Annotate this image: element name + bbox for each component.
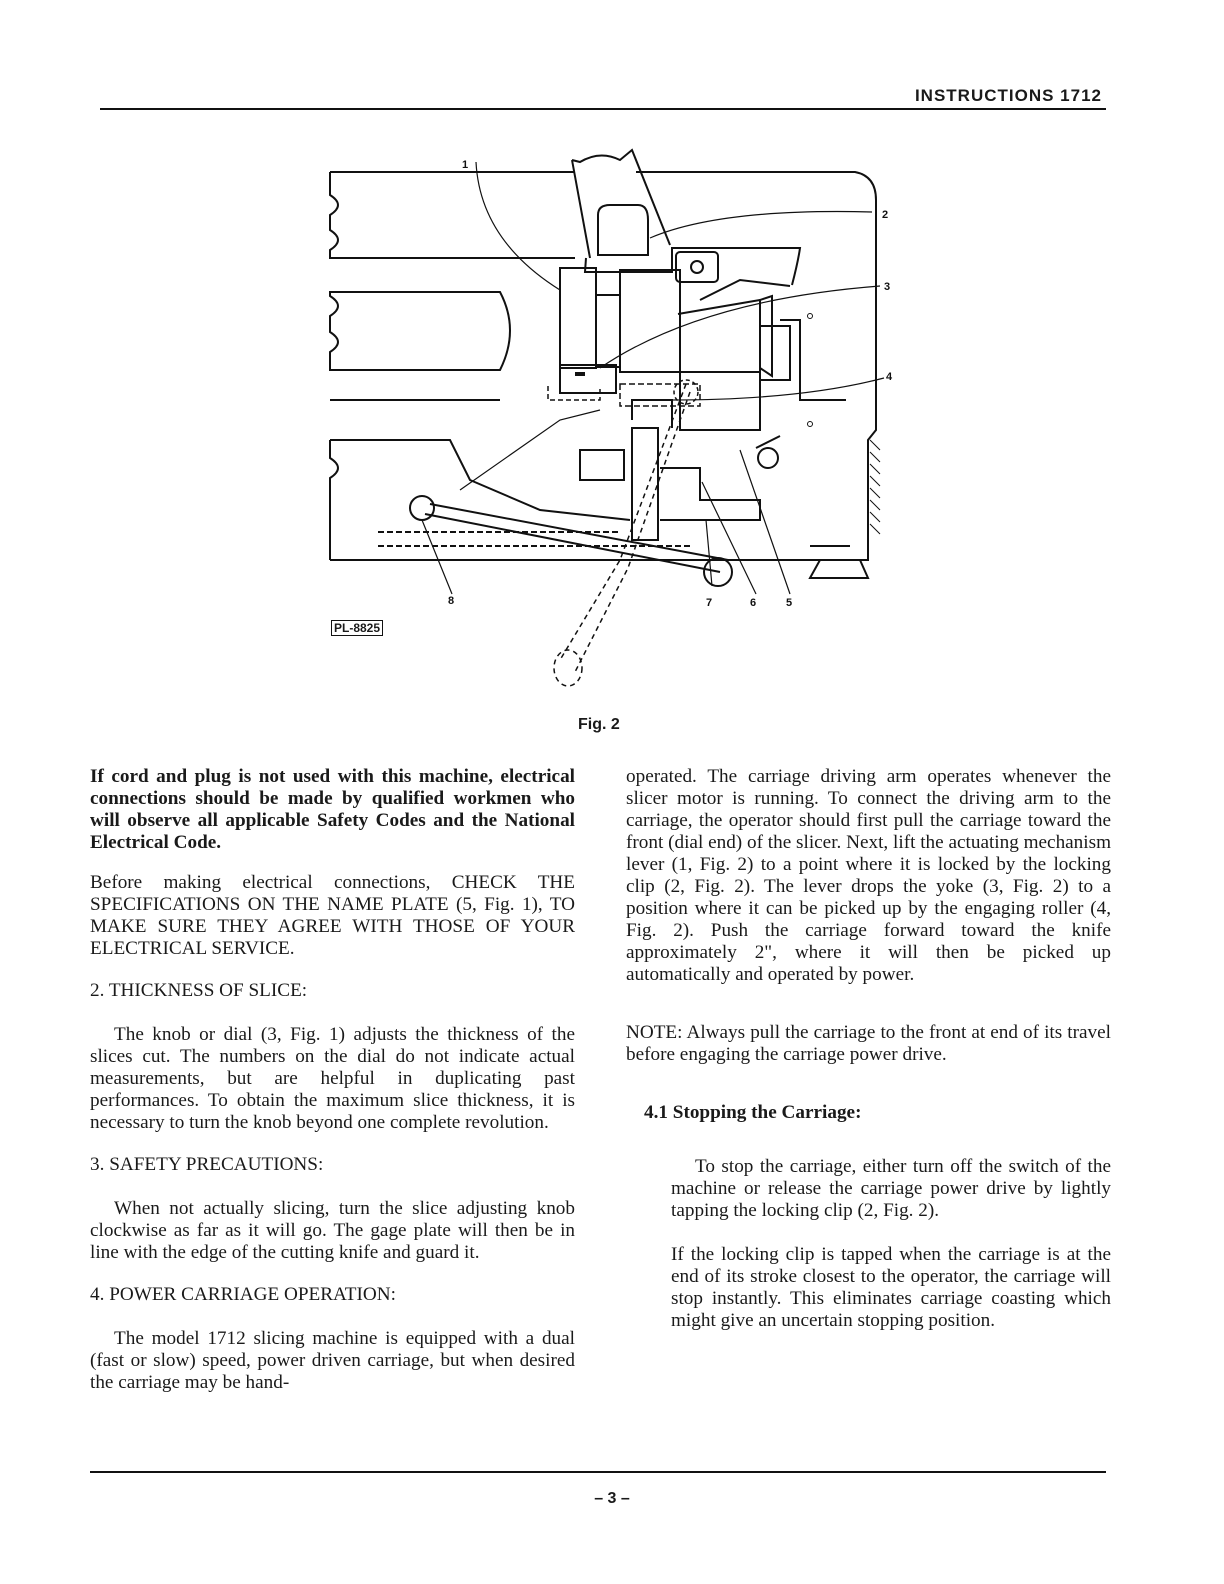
note-paragraph: NOTE: Always pull the carriage to the front at end of its travel before engaging the carriage power drive.	[626, 1022, 1111, 1065]
carriage-left-slab-1	[330, 292, 510, 370]
callout-3: 3	[884, 281, 891, 293]
callout-8: 8	[448, 595, 455, 607]
figure-diagram	[0, 140, 1224, 720]
stopping-paragraph: To stop the carriage, either turn off the switch of the machine or release the carriage power drive by lightly tapping the locking clip (2, Fig. 2).	[671, 1156, 1111, 1221]
leader-5	[740, 450, 790, 594]
right-column	[626, 766, 1111, 1332]
callout-7: 7	[706, 597, 713, 609]
section-heading-power-carriage: 4. POWER CARRIAGE OPERATION:	[90, 1284, 396, 1305]
leader-2	[650, 212, 872, 238]
section-heading-safety: 3. SAFETY PRECAUTIONS:	[90, 1154, 324, 1175]
leader-7	[706, 520, 712, 586]
locking-clip-paragraph: If the locking clip is tapped when the carriage is at the end of its stroke closest to the operator, the carriage will stop instantly. This eliminates carriage coasting which might give an uncertain stopping position.	[671, 1244, 1111, 1331]
figure-code: PL-8825	[331, 620, 383, 636]
leader-6	[702, 482, 756, 594]
figure-caption: Fig. 2	[578, 716, 620, 733]
side-housing	[620, 270, 772, 430]
page-number: – 3 –	[594, 1490, 630, 1507]
foot	[810, 560, 868, 578]
callout-2: 2	[882, 209, 889, 221]
lever-block	[598, 205, 648, 255]
leader-1	[476, 162, 560, 290]
safety-paragraph: When not actually slicing, turn the slice adjusting knob clockwise as far as it will go. The gage plate will then be in line with the edge of the cutting knife and guard it.	[90, 1198, 575, 1263]
callout-1: 1	[462, 159, 469, 171]
section-heading-thickness: 2. THICKNESS OF SLICE:	[90, 980, 308, 1001]
hand-lever	[585, 248, 800, 285]
leader-3	[600, 286, 880, 368]
stopping-heading-text: 4.1 Stopping the Carriage:	[644, 1102, 862, 1123]
power-carriage-paragraph: The model 1712 slicing machine is equipped with a dual (fast or slow) speed, power driven carriage, but when desired the carriage may be hand-	[90, 1328, 575, 1393]
callout-4: 4	[886, 371, 893, 383]
base-left	[330, 440, 630, 560]
carriage-operation-paragraph: operated. The carriage driving arm operates whenever the slicer motor is running. To connect the driving arm to the carriage, the operator should first pull the carriage toward the front (dial end) of the slicer. Next, lift the actuating mechanism lever (1, Fig. 2) to a point where it is locked by the locking clip (2, Fig. 2). The lever drops the yoke (3, Fig. 2) to a position where it can be picked up by the engaging roller (4, Fig. 2). Push the carriage forward toward the knife approximately 2", where it will then be picked up automatically and operated by power.	[626, 766, 1111, 985]
leader-4	[672, 378, 884, 400]
machine-top-arm	[330, 172, 575, 258]
electrical-warning: If cord and plug is not used with this machine, electrical connections should be made by qualified workmen who will observe all applicable Safety Codes and the National Electrical Code.	[90, 766, 575, 853]
footer-rule	[90, 1471, 1106, 1473]
yoke-bracket	[560, 268, 596, 368]
page-header-title: INSTRUCTIONS 1712	[914, 86, 1102, 105]
header-rule	[100, 108, 1106, 110]
dashed-path	[560, 384, 690, 672]
callout-6: 6	[750, 597, 757, 609]
left-column	[90, 766, 575, 1394]
check-spec-paragraph: Before making electrical connections, CHECK THE SPECIFICATIONS ON THE NAME PLATE (5, Fig. 1), TO MAKE SURE THEY AGREE WITH THOSE OF YOUR ELECTRICAL SERVICE.	[90, 872, 575, 959]
section-heading-stopping	[626, 1102, 1111, 1124]
handle-knob-left	[410, 496, 434, 520]
thickness-paragraph: The knob or dial (3, Fig. 1) adjusts the thickness of the slices cut. The numbers on the dial do not indicate actual measurements, but are helpful in duplicating past performances. To obtain the maximum slice thickness, it is necessary to turn the knob beyond one complete revolution.	[90, 1024, 575, 1133]
callout-5: 5	[786, 597, 793, 609]
lower-stand	[632, 428, 658, 540]
